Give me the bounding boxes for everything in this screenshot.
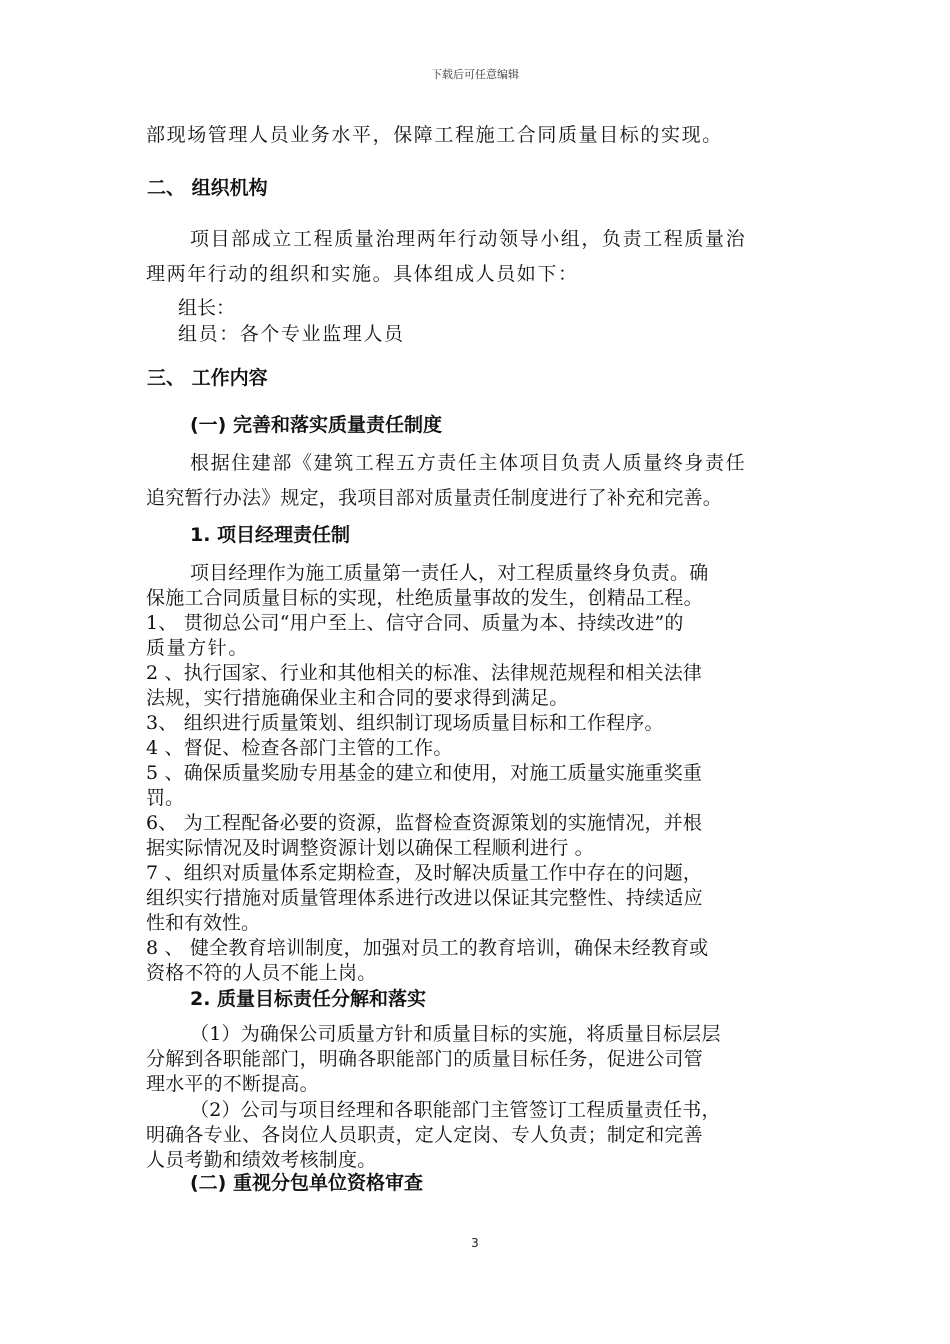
list-item-line: 性和有效性。 [146,912,261,934]
paragraph-line: 追究暂行办法》规定，我项目部对质量责任制度进行了补充和完善。 [146,487,723,509]
list-item-line: 据实际情况及时调整资源计划以确保工程顺利进行 。 [146,837,594,859]
paragraph-line: （2）公司与项目经理和各职能部门主管签订工程质量责任书， [190,1099,721,1121]
paragraph-line: 明确各专业、各岗位人员职责，定人定岗、专人负责；制定和完善 [146,1124,703,1146]
paragraph-line: 理两年行动的组织和实施。具体组成人员如下： [146,263,579,285]
list-item-line: 6、 为工程配备必要的资源，监督检查资源策划的实施情况，并根 [146,812,703,834]
subsection-heading: (一) 完善和落实质量责任制度 [190,414,442,436]
list-item-line: 组织实行措施对质量管理体系进行改进以保证其完整性、持续适应 [146,887,703,909]
paragraph-line: 理水平的不断提高。 [146,1073,319,1095]
subsection-heading: (二) 重视分包单位资格审查 [190,1172,423,1194]
list-item-line: 法规，实行措施确保业主和合同的要求得到满足。 [146,687,569,709]
list-item-line: 8 、 健全教育培训制度，加强对员工的教育培训，确保未经教育或 [146,937,709,959]
list-item-line: 2 、执行国家、行业和其他相关的标准、法律规范规程和相关法律 [146,662,703,684]
subsection-heading: 1. 项目经理责任制 [190,524,351,546]
list-item-line: 7 、组织对质量体系定期检查，及时解决质量工作中存在的问题， [146,862,703,884]
paragraph-line: 项目部成立工程质量治理两年行动领导小组，负责工程质量治 [190,228,747,250]
page-header: 下载后可任意编辑 [431,68,519,81]
section-heading: 三、 工作内容 [147,367,268,389]
list-item-line: 1、 贯彻总公司“用户至上、信守合同、质量为本、持续改进”的 [146,612,684,634]
paragraph-line: 项目经理作为施工质量第一责任人，对工程质量终身负责。确 [190,562,709,584]
subsection-heading: 2. 质量目标责任分解和落实 [190,988,427,1010]
list-item-line: 罚。 [146,787,185,809]
group-member-line: 组员：各个专业监理人员 [178,323,405,345]
list-item-line: 质量方针。 [146,637,250,659]
page-number: 3 [471,1236,479,1250]
paragraph-line: 部现场管理人员业务水平，保障工程施工合同质量目标的实现。 [146,124,723,146]
section-heading: 二、 组织机构 [147,177,268,199]
paragraph-line: 人员考勤和绩效考核制度。 [146,1149,377,1171]
group-leader-line: 组长： [178,297,236,319]
list-item-line: 5 、确保质量奖励专用基金的建立和使用，对施工质量实施重奖重 [146,762,703,784]
list-item-line: 4 、督促、检查各部门主管的工作。 [146,737,453,759]
list-item-line: 资格不符的人员不能上岗。 [146,962,377,984]
paragraph-line: 保施工合同质量目标的实现，杜绝质量事故的发生，创精品工程。 [146,587,703,609]
paragraph-line: 分解到各职能部门，明确各职能部门的质量目标任务，促进公司管 [146,1048,703,1070]
paragraph-line: 根据住建部《建筑工程五方责任主体项目负责人质量终身责任 [190,452,747,474]
paragraph-line: （1）为确保公司质量方针和质量目标的实施，将质量目标层层 [190,1023,721,1045]
list-item-line: 3、 组织进行质量策划、组织制订现场质量目标和工作程序。 [146,712,664,734]
